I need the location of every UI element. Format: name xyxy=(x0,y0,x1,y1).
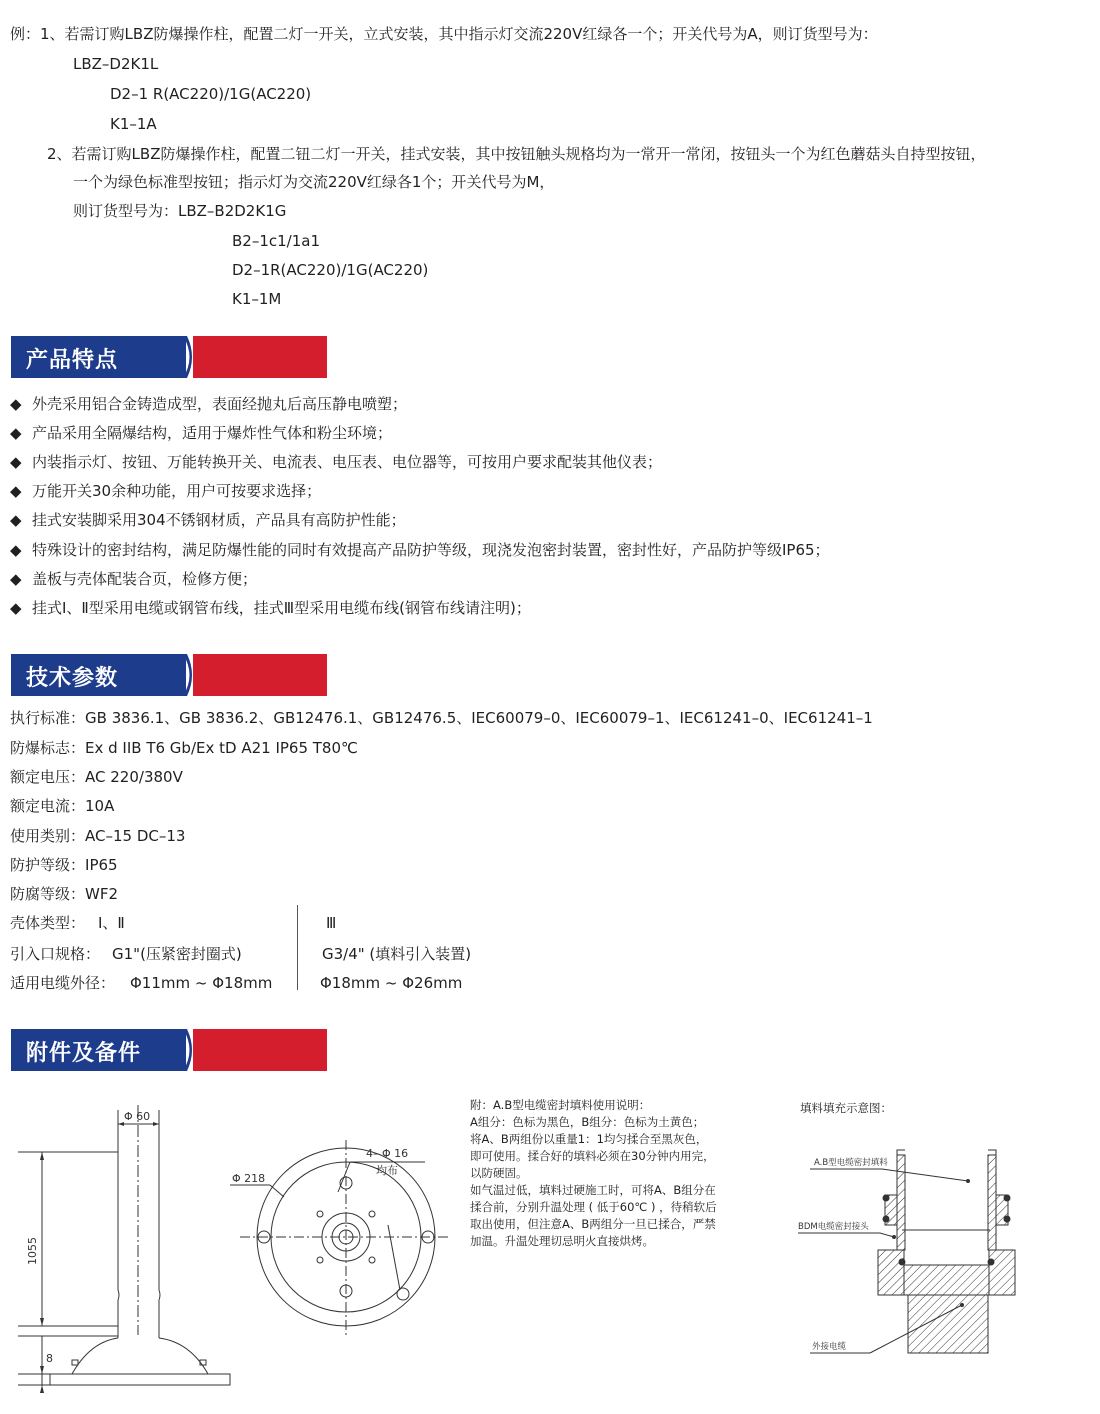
feature-item: ◆ 内装指示灯、按钮、万能转换开关、电流表、电压表、电位器等，可按用户要求配装其他仪表； xyxy=(10,453,663,471)
label-filler: A.B型电缆密封填料 xyxy=(814,1158,888,1168)
tech-title: 技术参数 xyxy=(26,666,119,691)
dim-top-label: Φ 60 xyxy=(124,1110,151,1123)
dim-base-label: 8 xyxy=(46,1352,53,1365)
param-row: 防护等级：IP65 xyxy=(10,856,118,874)
example-2-line-4: B2–1c1/1a1 xyxy=(232,232,321,250)
inlet-spec-col1: G1"(压紧密封圈式) xyxy=(112,945,242,963)
bullet-diamond-icon: ◆ xyxy=(10,424,22,442)
feature-item: ◆ 外壳采用铝合金铸造成型，表面经抛丸后高压静电喷塑； xyxy=(10,395,408,413)
filler-note: 附：A.B型电缆密封填料使用说明： A组分：色标为黑色，B组分：色标为土黄色； 将A、B两组份以重量1：1均匀揉合至黑灰色， 即可使用。揉合好的填料必须在30分钟内用完， 以防硬固。 如气温过低，填料过硬施工时，可将A、B组分在 揉合前，分别升温处理 ( 低于60℃ ) ，待稍软后 取出使用，但注意A、B两组分一旦已揉合，严禁 加温。升温处理切忌明火直接烘烤。 xyxy=(470,1098,717,1248)
cable-diameter-col2: Φ18mm ~ Φ26mm xyxy=(320,974,463,992)
filler-diagram xyxy=(790,1125,1030,1375)
example-2-line-2: 一个为绿色标准型按钮；指示灯为交流220V红绿各1个；开关代号为M， xyxy=(73,173,555,191)
param-row: 执行标准：GB 3836.1、GB 3836.2、GB12476.1、GB12476.5、IEC60079–0、IEC60079–1、IEC61241–0、IEC61241–1 xyxy=(10,709,873,727)
example-2-line-3: 则订货型号为：LBZ–B2D2K1G xyxy=(73,202,287,220)
example-2-line-5: D2–1R(AC220)/1G(AC220) xyxy=(232,261,429,279)
bullet-diamond-icon: ◆ xyxy=(10,541,22,559)
param-row: 防腐等级：WF2 xyxy=(10,885,119,903)
accessories-banner xyxy=(11,1029,327,1071)
bullet-diamond-icon: ◆ xyxy=(10,511,22,529)
housing-type-label: 壳体类型： xyxy=(10,914,86,932)
cable-diameter-col1: Φ11mm ~ Φ18mm xyxy=(130,974,273,992)
feature-item: ◆ 挂式安装脚采用304不锈钢材质，产品具有高防护性能； xyxy=(10,511,406,529)
feature-item: ◆ 产品采用全隔爆结构，适用于爆炸性气体和粉尘环境； xyxy=(10,424,393,442)
tech-banner xyxy=(11,654,327,696)
example-2-line-1: 2、若需订购LBZ防爆操作柱，配置二钮二灯一开关，挂式安装，其中按钮触头规格均为一常开一常闭，按钮头一个为红色蘑菇头自持型按钮， xyxy=(47,145,986,163)
features-banner xyxy=(11,336,327,378)
base-plate-drawing xyxy=(220,1130,450,1350)
example-1-intro: 例：1、若需订购LBZ防爆操作柱，配置二灯一开关，立式安装，其中指示灯交流220V红绿各一个；开关代号为A，则订货型号为： xyxy=(10,25,878,43)
feature-item: ◆ 挂式Ⅰ、Ⅱ型采用电缆或钢管布线，挂式Ⅲ型采用电缆布线(钢管布线请注明)； xyxy=(10,599,531,617)
bullet-diamond-icon: ◆ xyxy=(10,599,22,617)
feature-item: ◆ 万能开关30余种功能，用户可按要求选择； xyxy=(10,482,322,500)
feature-item: ◆ 特殊设计的密封结构，满足防爆性能的同时有效提高产品防护等级，现浇发泡密封装置，密封性好，产品防护等级IP65； xyxy=(10,541,830,559)
label-joint: BDM电缆密封接头 xyxy=(798,1222,869,1232)
param-row: 额定电流：10A xyxy=(10,797,115,815)
cable-diameter-label: 适用电缆外径： xyxy=(10,974,116,992)
param-row: 防爆标志：Ex d IIB T6 Gb/Ex tD A21 IP65 T80℃ xyxy=(10,739,358,757)
filler-diagram-title: 填料填充示意图： xyxy=(800,1101,892,1115)
example-1-line-2: D2–1 R(AC220)/1G(AC220) xyxy=(110,85,312,103)
label-cable: 外接电缆 xyxy=(812,1342,847,1352)
param-row: 使用类别：AC–15 DC–13 xyxy=(10,827,186,845)
bullet-diamond-icon: ◆ xyxy=(10,453,22,471)
example-2-line-6: K1–1M xyxy=(232,290,282,308)
bullet-diamond-icon: ◆ xyxy=(10,482,22,500)
stand-column-drawing xyxy=(0,1090,240,1410)
dim-holes-label: 4– Φ 16 xyxy=(366,1147,409,1160)
example-1-line-3: K1–1A xyxy=(110,115,157,133)
dim-diameter-label: Φ 218 xyxy=(232,1172,266,1185)
example-1-model: LBZ–D2K1L xyxy=(73,55,159,73)
table-divider xyxy=(297,905,298,990)
housing-type-col1: Ⅰ、Ⅱ xyxy=(98,914,125,932)
accessories-title: 附件及备件 xyxy=(26,1041,142,1066)
housing-type-col2: Ⅲ xyxy=(326,914,337,932)
feature-item: ◆ 盖板与壳体配装合页，检修方便； xyxy=(10,570,258,588)
dim-height-label: 1055 xyxy=(26,1237,39,1265)
dim-holes-note: 均布 xyxy=(376,1164,398,1177)
bullet-diamond-icon: ◆ xyxy=(10,395,22,413)
bullet-diamond-icon: ◆ xyxy=(10,570,22,588)
features-title: 产品特点 xyxy=(26,348,119,373)
inlet-spec-col2: G3/4" (填料引入装置) xyxy=(322,945,472,963)
param-row: 额定电压：AC 220/380V xyxy=(10,768,183,786)
inlet-spec-label: 引入口规格： xyxy=(10,945,101,963)
